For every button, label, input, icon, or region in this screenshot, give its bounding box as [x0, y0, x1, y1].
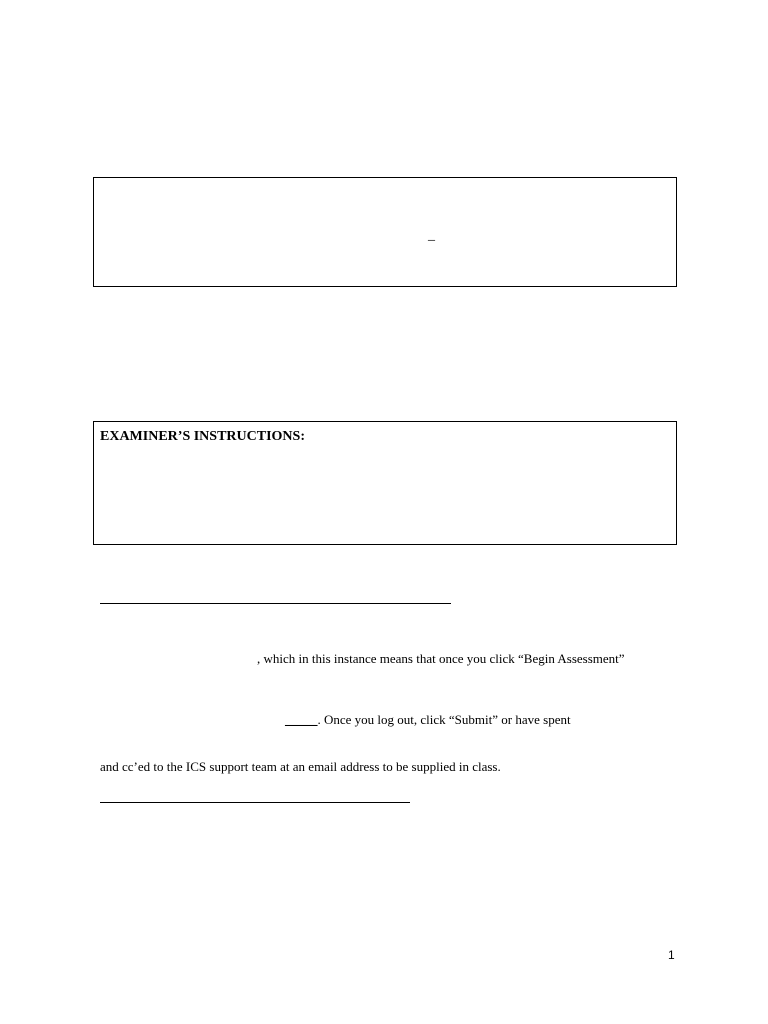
body-text-line-2: [285, 712, 571, 728]
rule-line-bottom: [100, 802, 410, 803]
fill-in-blank: _____: [285, 712, 318, 727]
header-box: [93, 177, 677, 287]
examiner-instructions-box: [93, 421, 677, 545]
examiner-instructions-title: EXAMINER’S INSTRUCTIONS:: [100, 429, 305, 444]
body-text-line-2-rest: . Once you log out, click “Submit” or have spent: [317, 712, 571, 727]
header-box-mark: _: [428, 228, 435, 243]
body-text-line-1: , which in this instance means that once you click “Begin Assessment”: [257, 651, 625, 666]
body-text-line-3: and cc’ed to the ICS support team at an email address to be supplied in class.: [100, 759, 501, 774]
page-number: 1: [668, 948, 675, 962]
rule-line-top: [100, 603, 451, 604]
